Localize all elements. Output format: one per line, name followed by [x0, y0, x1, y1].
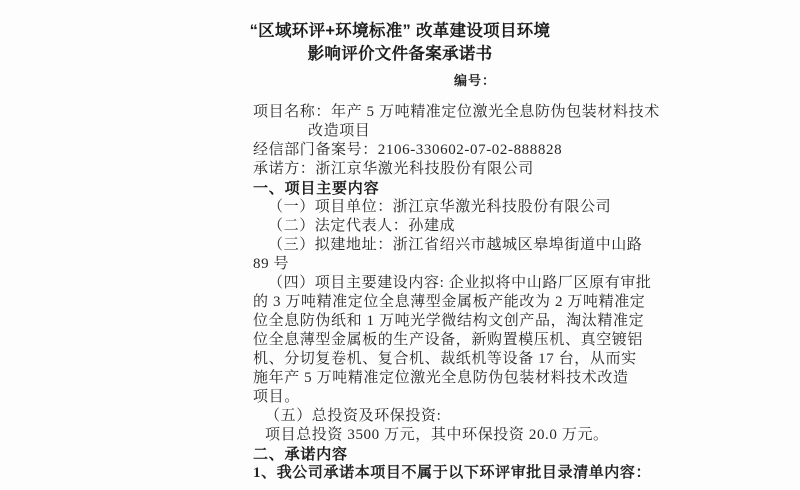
item-4-construction-line1: （四）项目主要建设内容: 企业拟将中山路厂区原有审批: [268, 275, 652, 291]
document-body: [253, 103, 683, 483]
section-2-heading: 二、承诺内容: [253, 446, 348, 463]
field-record-number: 经信部门备案号：2106-330602-07-02-888828: [253, 142, 563, 158]
item-2-legal-representative: （二）法定代表人：孙建成: [268, 218, 456, 234]
item-3-address: （三）拟建地址：浙江省绍兴市越城区皋埠街道中山路: [268, 237, 643, 253]
field-promiser: 承诺方：浙江京华激光科技股份有限公司: [253, 161, 534, 177]
item-4-construction-line5: 机、分切复卷机、复合机、裁纸机等设备 17 台，从而实: [253, 351, 637, 367]
document-title-line1: “区域环评+环境标准” 改革建设项目环境: [249, 22, 551, 40]
section-1-heading: 一、项目主要内容: [253, 180, 380, 197]
item-4-construction-line4: 位全息薄型金属板的生产设备，新购置模压机、真空镀铝: [253, 332, 644, 348]
item-5-investment-detail: 项目总投资 3500 万元，其中环保投资 20.0 万元。: [265, 427, 609, 443]
item-4-construction-line3: 位全息防伪纸和 1 万吨光学微结构文创产品，淘汰精准定: [253, 313, 645, 329]
document-number-label: 编号：: [454, 73, 497, 88]
field-project-name-cont: 改造项目: [308, 123, 371, 139]
item-5-investment-heading: （五）总投资及环保投资:: [265, 408, 442, 424]
document-title: [236, 20, 564, 66]
item-4-construction-line2: 的 3 万吨精准定位全息薄型金属板产能改为 2 万吨精准定: [253, 294, 646, 310]
item-4-construction-line7: 项目。: [253, 389, 300, 405]
item-1-project-unit: （一）项目单位：浙江京华激光科技股份有限公司: [268, 199, 612, 215]
commitment-item-1: 1、我公司承诺本项目不属于以下环评审批目录清单内容：: [253, 465, 652, 481]
item-4-construction-line6: 施年产 5 万吨精准定位激光全息防伪包装材料技术改造: [253, 370, 629, 386]
field-project-name: 项目名称：年产 5 万吨精准定位激光全息防伪包装材料技术: [253, 104, 660, 120]
document-title-line2: 影响评价文件备案承诺书: [307, 45, 493, 63]
item-3-address-cont: 89 号: [253, 256, 290, 272]
